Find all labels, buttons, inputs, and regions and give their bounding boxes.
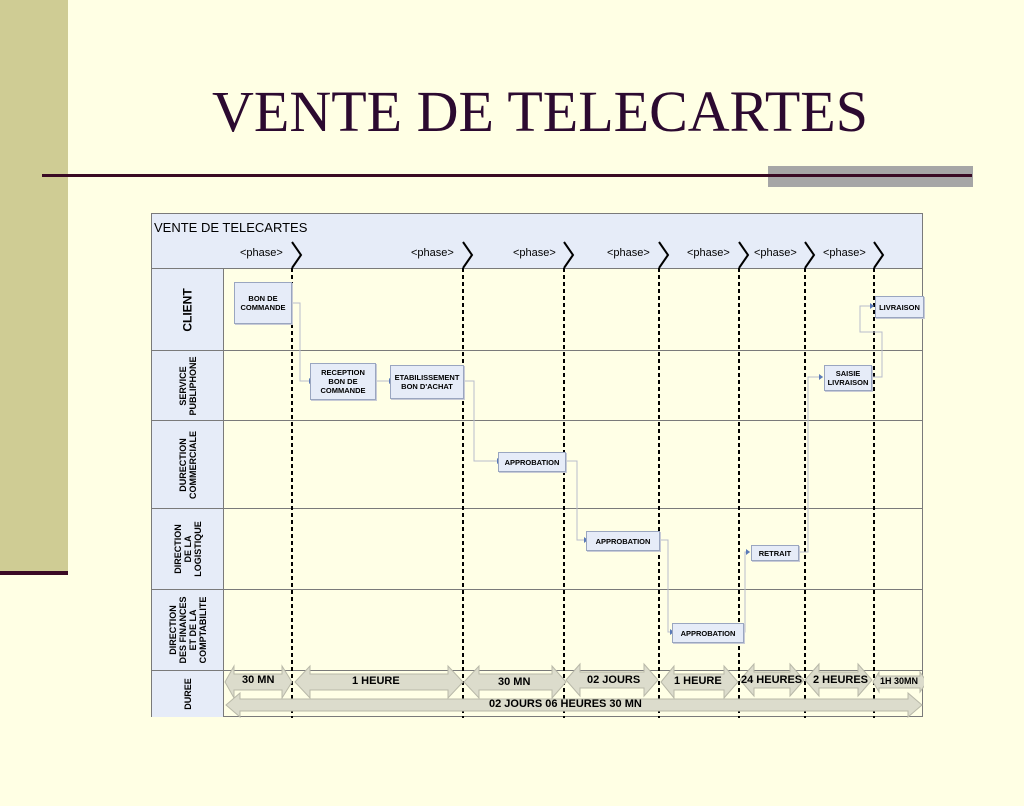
task-approbation-finances: APPROBATION [672, 623, 744, 643]
phase-chevron [292, 242, 301, 268]
task-saisie-livraison: SAISIE LIVRAISON [824, 365, 872, 391]
task-livraison: LIVRAISON [875, 296, 924, 318]
phase-label-6: <phase> [754, 247, 797, 259]
phase-label-7: <phase> [823, 247, 866, 259]
flow-connector [463, 381, 497, 461]
flow-connector [744, 552, 750, 632]
phase-chevron [739, 242, 748, 268]
lane-label-direction-finances: DIRECTION DES FINANCES ET DE LA COMPTABILITE [167, 596, 208, 664]
slide-title: VENTE DE TELECARTES [212, 79, 868, 144]
task-etablissement-bon-d-achat: ETABILISSEMENT BON D'ACHAT [390, 365, 464, 399]
task-approbation-logistique: APPROBATION [586, 531, 660, 551]
phase-label-3: <phase> [513, 247, 556, 259]
duration-label-6: 24 HEURES [741, 674, 803, 686]
flow-connector [566, 461, 584, 540]
task-approbation-commerciale: APPROBATION [498, 452, 566, 472]
flow-connector [799, 377, 823, 552]
pool-title: VENTE DE TELECARTES [154, 220, 308, 235]
phase-label-5: <phase> [687, 247, 730, 259]
lane-label-duree: DUREE [182, 678, 193, 710]
duration-label-8: 1H 30MN [880, 676, 919, 686]
phase-chevron [805, 242, 814, 268]
process-diagram [151, 213, 923, 717]
lane-label-direction-logistique: DIRECTION DE LA LOGISTIQUE [172, 521, 203, 577]
lane-label-client: CLIENT [180, 287, 194, 332]
total-duration-label: 02 JOURS 06 HEURES 30 MN [489, 698, 642, 710]
phase-chevron [564, 242, 573, 268]
duration-label-3: 30 MN [498, 676, 531, 688]
flow-connector [660, 540, 670, 632]
task-bon-de-commande: BON DE COMMANDE [234, 282, 292, 324]
lane-label-direction-commerciale: DURECTION COMMERCIALE [177, 430, 198, 499]
duration-label-7: 2 HEURES [813, 674, 869, 686]
duration-label-2: 1 HEURE [352, 675, 400, 687]
lane-label-service-publiphone: SERVICE PUBLIPHONE [177, 355, 198, 416]
phase-chevron [659, 242, 668, 268]
connector-arrowhead [819, 374, 823, 380]
duration-label-1: 30 MN [242, 674, 275, 686]
left-band-underline [0, 571, 68, 575]
phase-label-1: <phase> [240, 247, 283, 259]
left-decorative-band [0, 0, 68, 572]
phase-label-2: <phase> [411, 247, 454, 259]
task-reception-bon-de-commande: RECEPTION BON DE COMMANDE [310, 363, 376, 400]
task-retrait: RETRAIT [751, 545, 799, 561]
phase-chevron [463, 242, 472, 268]
phase-chevron [874, 242, 883, 268]
phase-label-4: <phase> [607, 247, 650, 259]
duration-label-4: 02 JOURS [587, 674, 641, 686]
flow-connector [292, 303, 309, 381]
duration-label-5: 1 HEURE [674, 675, 722, 687]
connector-arrowhead [746, 549, 750, 555]
title-rule [42, 174, 972, 177]
